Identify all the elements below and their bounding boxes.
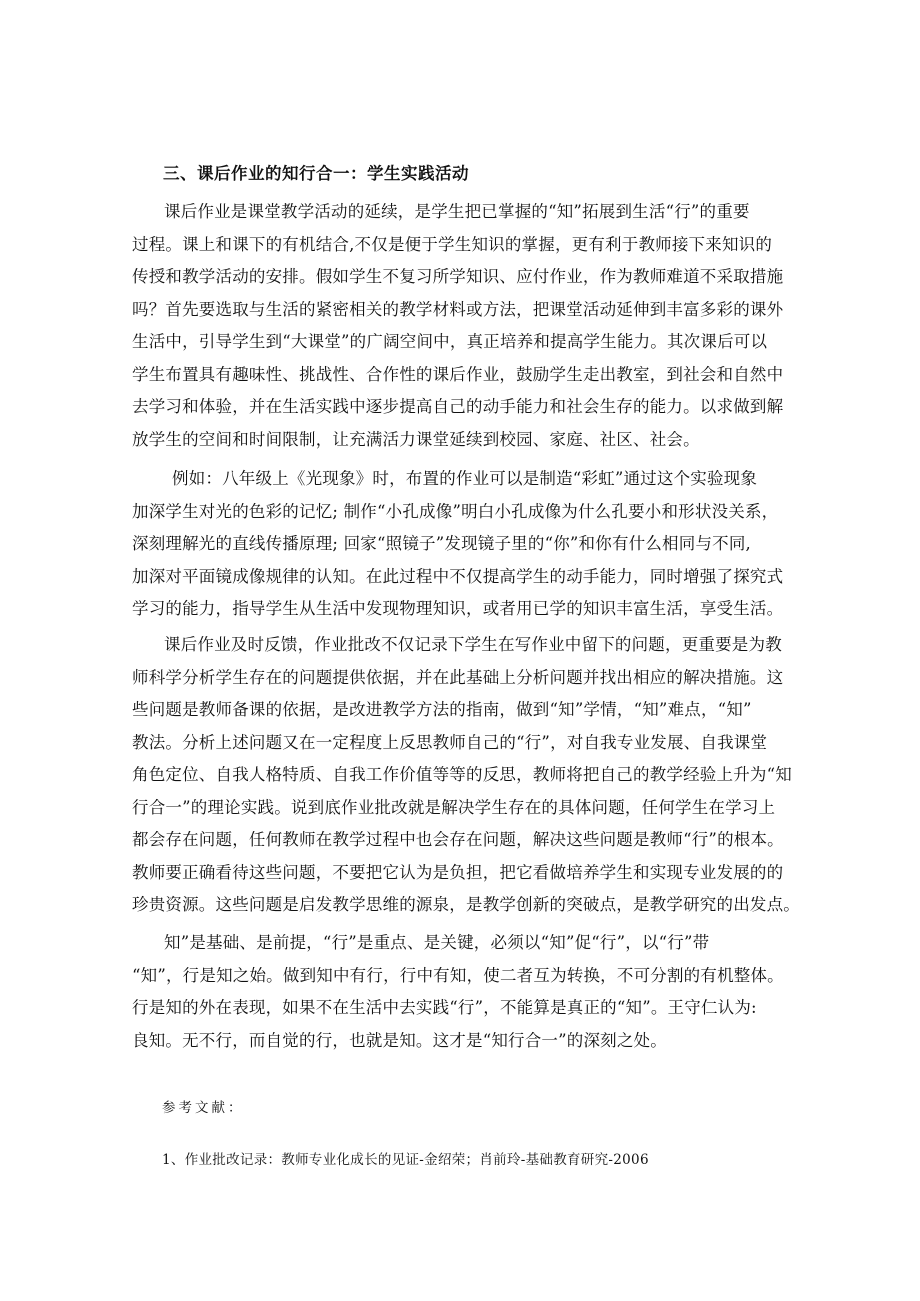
paragraph-conclusion [132,927,792,1057]
text-line: 教师要正确看待这些问题，不要把它认为是负担，把它看做培养学生和实现专业发展的的 [132,862,784,882]
section-heading: 三、课后作业的知行合一：学生实践活动 [163,164,469,183]
text-line: 教法。分析上述问题又在一定程度上反思教师自己的“行”，对自我专业发展、自我课堂 [132,732,768,752]
text-line: 知”是基础、是前提，“行”是重点、是关键，必须以“知”促“行”，以“行”带 [164,933,710,952]
text-line: 例如：八年级上《光现象》时，布置的作业可以是制造“彩虹”通过这个实验现象 [172,469,758,488]
text-line: 角色定位、自我人格特质、自我工作价值等等的反思，教师将把自己的教学经验上升为“知 [132,765,792,784]
paragraph-homework-extension [132,196,792,456]
text-line: 去学习和体验，并在生活实践中逐步提高自己的动手能力和社会生存的能力。以求做到解 [132,397,784,416]
text-line: 课后作业是课堂教学活动的延续，是学生把已掌握的“知”拓展到生活“行”的重要 [164,202,750,221]
text-line: 些问题是教师备课的依据，是改进教学方法的指南，做到“知”学情，“知”难点，“知” [132,700,752,719]
text-line: 加深对平面镜成像规律的认知。在此过程中不仅提高学生的动手能力，同时增强了探究式 [132,566,784,586]
text-line: 师科学分析学生存在的问题提供依据，并在此基础上分析问题并找出相应的解决措施。这 [132,667,784,687]
text-line: “知”，行是知之始。做到知中有行，行中有知，使二者互为转换，不可分割的有机整体。 [132,965,784,985]
text-line: 传授和教学活动的安排。假如学生不复习所学知识、应付作业，作为教师难道不采取措施 [132,267,784,286]
text-line: 深刻理解光的直线传播原理; 回家“照镜子”发现镜子里的“你”和你有什么相同与不同, [132,534,751,553]
text-line: 课后作业及时反馈，作业批改不仅记录下学生在写作业中留下的问题，更重要是为教 [164,635,782,654]
reference-item: 1、作业批改记录：教师专业化成长的见证-金绍荣；肖前玲-基础教育研究-2006 [162,1152,649,1168]
text-line: 过程。课上和课下的有机结合,不仅是便于学生知识的掌握，更有利于教师接下来知识的 [132,234,773,254]
text-line: 学习的能力，指导学生从生活中发现物理知识，或者用已学的知识丰富生活，享受生活。 [132,599,784,618]
text-line: 学生布置具有趣味性、挑战性、合作性的课后作业，鼓励学生走出教室，到社会和自然中 [132,364,784,384]
text-line: 行合一”的理论实践。说到底作业批改就是解决学生存在的具体问题，任何学生在学习上 [132,797,776,817]
text-line: 生活中，引导学生到“大课堂”的广阔空间中，真正培养和提高学生能力。其次课后可以 [132,332,768,351]
text-line: 放学生的空间和时间限制，让充满活力课堂延续到校园、家庭、社区、社会。 [132,429,700,449]
references-title: 参考文献： [162,1100,245,1116]
text-line: 都会存在问题，任何教师在教学过程中也会存在问题，解决这些问题是教师“行”的根本。 [132,830,784,849]
paragraph-example [132,463,792,626]
paragraph-feedback [132,629,800,922]
text-line: 加深学生对光的色彩的记忆; 制作“小孔成像”明白小孔成像为什么孔要小和形状没关系， [132,501,779,521]
text-line: 吗？首先要选取与生活的紧密相关的教学材料或方法，把课堂活动延伸到丰富多彩的课外 [132,299,784,319]
text-line: 良知。无不行，而自觉的行，也就是知。这才是“知行合一”的深刻之处。 [132,1030,667,1050]
text-line: 珍贵资源。这些问题是启发教学思维的源泉，是教学创新的突破点，是教学研究的出发点。 [132,895,800,914]
text-line: 行是知的外在表现，如果不在生活中去实践“行”，不能算是真正的“知”。王守仁认为: [132,998,757,1017]
